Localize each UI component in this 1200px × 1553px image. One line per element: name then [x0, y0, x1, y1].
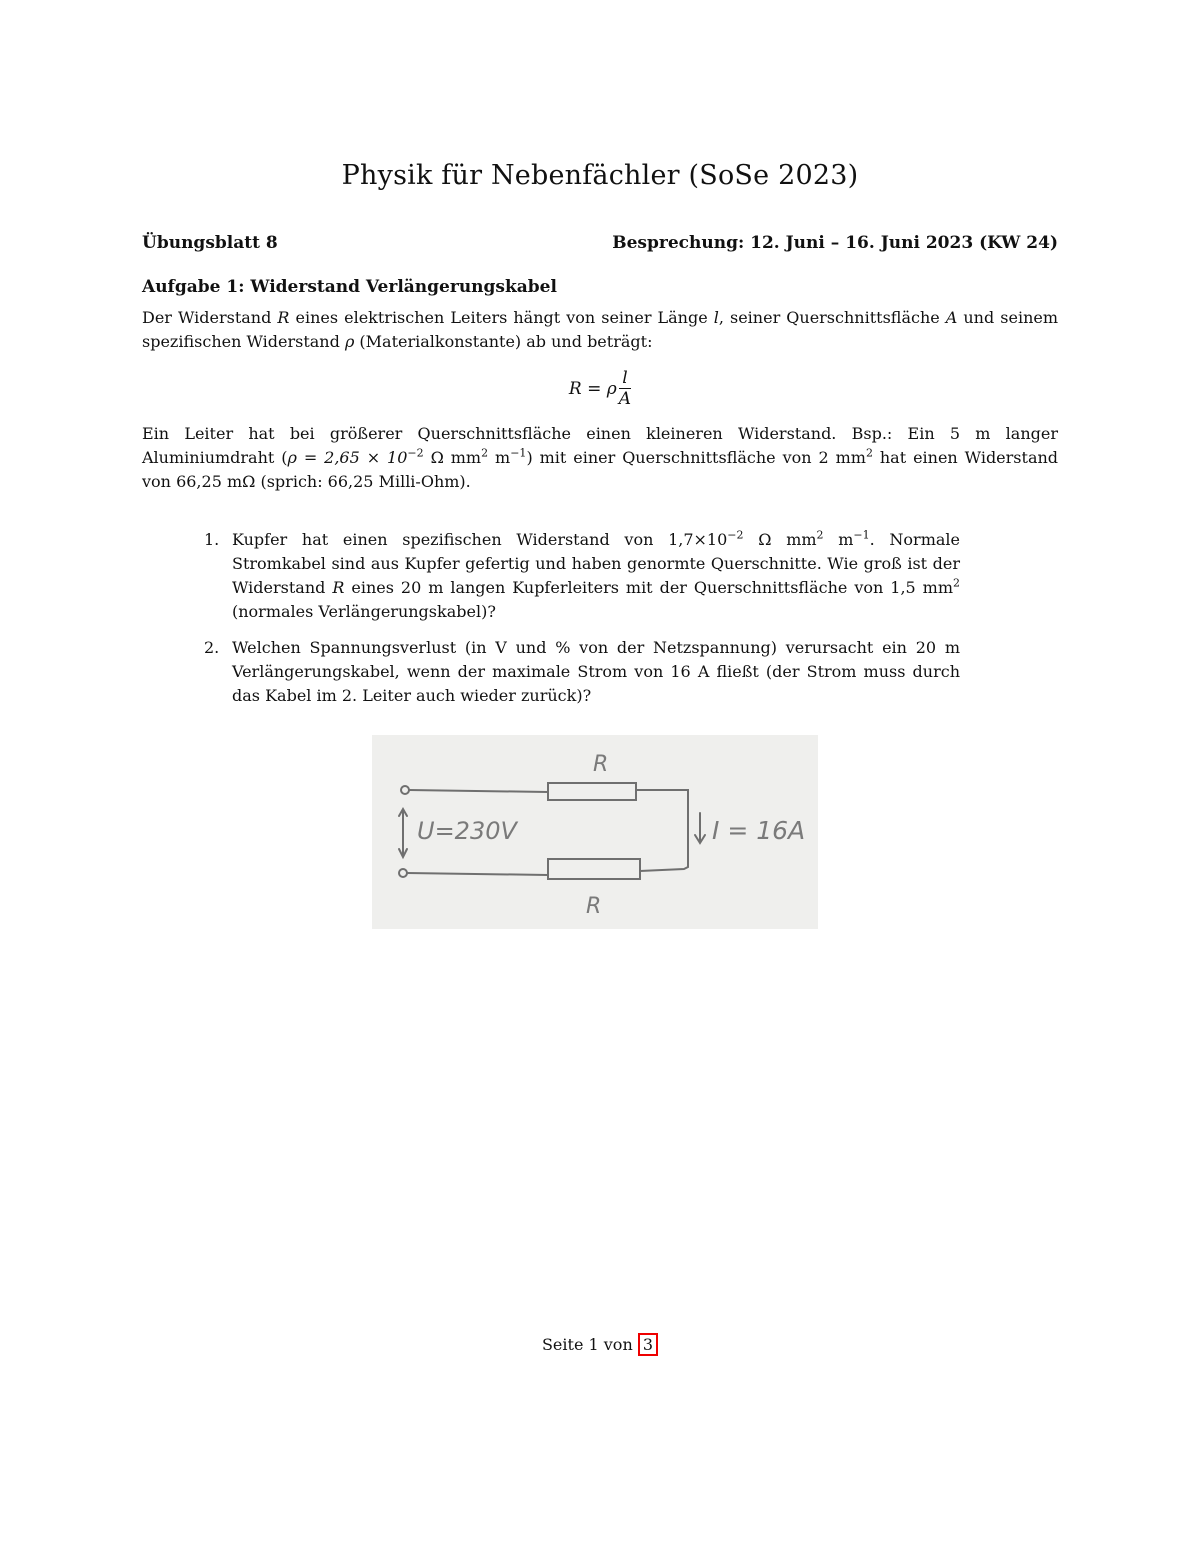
list-item [204, 636, 960, 708]
wire-bottom-right [640, 867, 688, 871]
wire-top-left [409, 790, 548, 792]
task-heading: Aufgabe 1: Widerstand Verlängerungskabel [142, 277, 557, 297]
voltage-arrow [399, 809, 407, 857]
terminal-top [401, 786, 409, 794]
formula-fraction [619, 368, 631, 409]
resistor-label-bottom: R [586, 894, 602, 919]
formula-denominator: A [618, 389, 632, 409]
sheet-label: Übungsblatt 8 [142, 233, 278, 253]
resistor-top [548, 783, 636, 800]
circuit-photo [372, 735, 818, 929]
example-paragraph: Ein Leiter hat bei größerer Querschnittsfläche einen kleineren Widerstand. Bsp.: Ein 5 m langer Aluminiumdraht ($\rho = 2,65 \times 10^{-2}$ Ω $mm^2$ $m^{-1}$) mit einer Querschnittsfläche von 2 $mm^2$ hat einen Widerstand von 66,25 mΩ (sprich: 66,25 Milli-Ohm). [142, 424, 1059, 491]
terminal-bottom [399, 869, 407, 877]
question-text: Welchen Spannungsverlust (in V und % von der Netzspannung) verursacht ein 20 m Verlängerungskabel, wenn der maximale Strom von 16 A fließt (der Strom muss durch das Kabel im 2. Leiter auch wieder zurück)? [232, 638, 960, 705]
page-footer [0, 1335, 1200, 1354]
current-label: I = 16A [712, 816, 806, 845]
resistance-formula [0, 368, 1200, 409]
wire-bottom-left [407, 873, 548, 875]
current-arrow [695, 813, 705, 843]
discussion-date: Besprechung: 12. Juni – 16. Juni 2023 (KW 24) [612, 233, 1058, 253]
resistor-label-top: R [593, 752, 609, 777]
list-item: 1. Kupfer hat einen spezifischen Widerstand von $1,7\times 10^{-2}$ Ω $mm^2$ $m^{-1}$. Normale Stromkabel sind aus Kupfer gefertig und haben genormte Querschnitte. Wie groß ist der Widerstand R eines 20 m langen Kupferleiters mit der Querschnittsfläche von 1,5 $mm^2$ (normales Verlängerungskabel)? [204, 528, 961, 621]
question-number: 1. [204, 530, 220, 549]
formula-numerator: l [619, 368, 630, 389]
circuit-diagram [372, 735, 818, 929]
question-number: 2. [204, 638, 220, 657]
intro-paragraph: Der Widerstand R eines elektrischen Leiters hängt von seiner Länge l, seiner Querschnittsfläche A und seinem spezifischen Widerstand ρ (Materialkonstante) ab und beträgt: [142, 308, 1059, 351]
sheet-header [142, 233, 1058, 253]
question-list [204, 528, 960, 720]
wire-top-right [636, 790, 688, 867]
resistor-bottom [548, 859, 640, 879]
voltage-label: U=230V [417, 817, 517, 845]
page-title: Physik für Nebenfächler (SoSe 2023) [341, 160, 859, 191]
formula-lhs: R = ρ [568, 378, 617, 399]
page-number-text: Seite 1 von [541, 1335, 638, 1354]
total-pages-link[interactable]: 3 [638, 1333, 658, 1356]
